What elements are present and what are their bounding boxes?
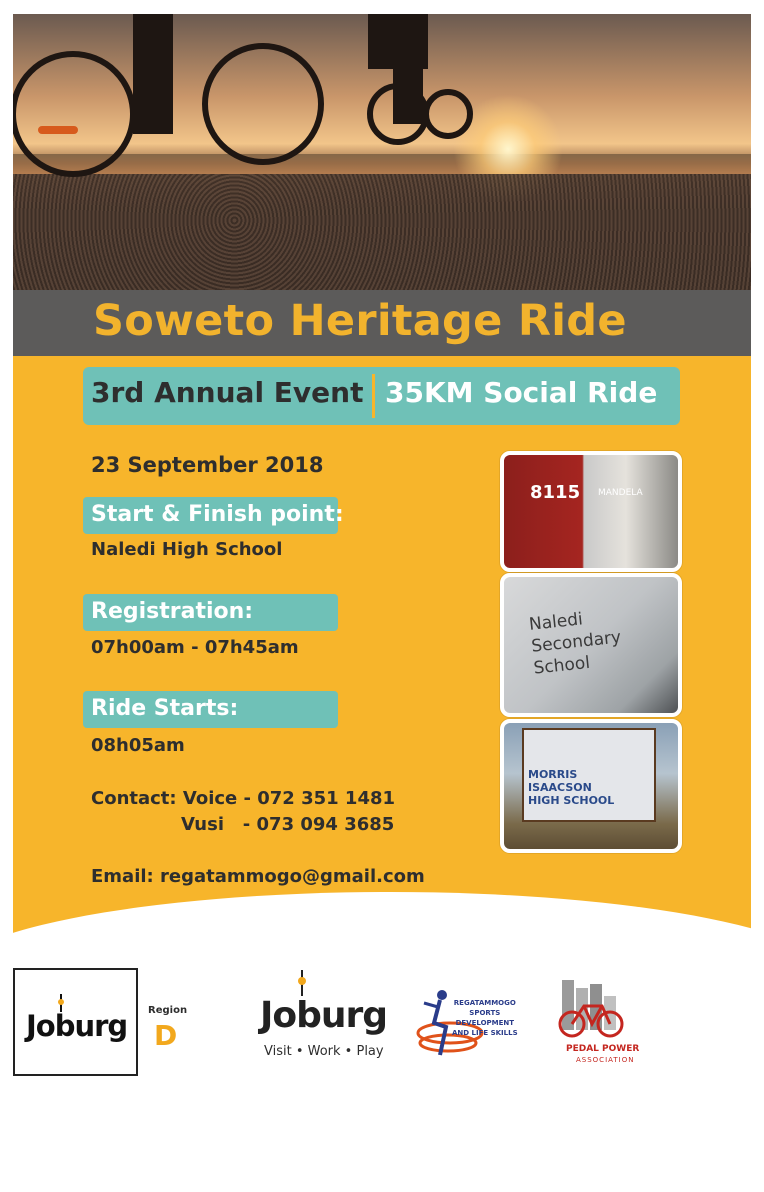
distance-label: 35KM Social Ride — [385, 376, 658, 409]
regatammogo-text: REGATAMMOGO SPORTS DEVELOPMENT AND LIFE SKILLS — [452, 999, 518, 1037]
hero-photo — [13, 14, 751, 290]
photo1-house-number: 8115 — [530, 482, 581, 503]
start-finish-label: Start & Finish point: — [91, 502, 344, 527]
annual-event-label: 3rd Annual Event — [91, 376, 364, 409]
start-finish-value: Naledi High School — [91, 539, 283, 560]
cyclists-illustration — [13, 14, 751, 214]
ride-starts-value: 08h05am — [91, 735, 185, 756]
pedal-power-subtitle: ASSOCIATION — [576, 1056, 635, 1064]
photo-mandela-house — [500, 451, 682, 572]
pedal-power-name: PEDAL POWER — [566, 1044, 640, 1054]
photo2-school-sign: Naledi Secondary School — [528, 609, 623, 679]
contact-voice: Contact: Voice - 072 351 1481 — [91, 788, 396, 809]
registration-value: 07h00am - 07h45am — [91, 637, 299, 658]
page-title: Soweto Heritage Ride — [93, 296, 627, 346]
contact-vusi: Vusi - 073 094 3685 — [181, 814, 395, 835]
event-divider — [372, 374, 375, 418]
region-letter: D — [154, 1019, 178, 1052]
event-date: 23 September 2018 — [91, 453, 324, 477]
tagline: Visit • Work • Play — [264, 1044, 384, 1059]
ride-starts-label: Ride Starts: — [91, 696, 239, 721]
joburg-logo-large: Joburg — [260, 995, 388, 1036]
joburg-logo-small: Joburg — [26, 1009, 128, 1043]
tower-icon-large — [295, 970, 309, 996]
photo3-school-sign: MORRIS ISAACSON HIGH SCHOOL — [528, 768, 615, 807]
registration-label: Registration: — [91, 599, 254, 624]
photo1-sign: MANDELA — [598, 488, 643, 498]
tower-icon — [55, 994, 67, 1012]
region-label: Region — [148, 1005, 188, 1016]
email-line[interactable]: Email: regatammogo@gmail.com — [91, 866, 425, 887]
